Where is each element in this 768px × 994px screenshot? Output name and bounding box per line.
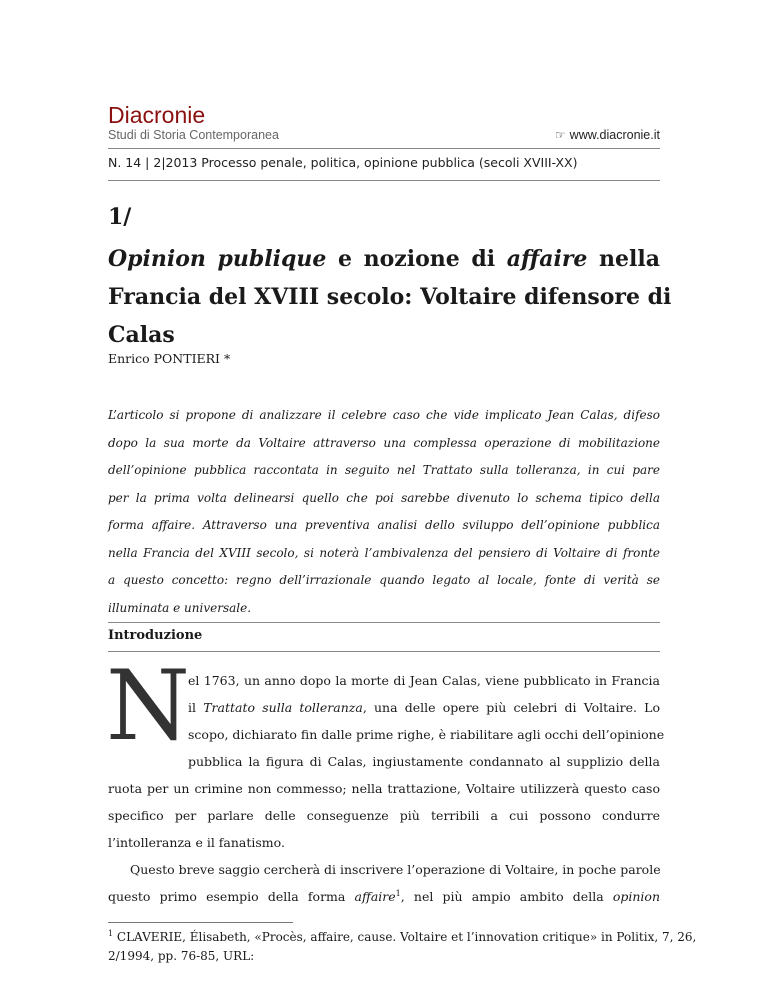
journal-subtitle: Studi di Storia Contemporanea [108,128,279,142]
section-heading: Introduzione [108,628,203,643]
abstract: L’articolo si propone di analizzare il celebre caso che vide implicato Jean Calas, difeso dopo la sua morte da Voltaire attraverso una complessa operazione di mobilitazione dell’opinione pubblica raccontata in seguito nel Trattato sulla tolleranza, in cui pare per la prima volta delinearsi quello che poi sarebbe divenuto lo schema tipico della forma affaire. Attraverso una preventiva analisi dello sviluppo dell’opinione pubblica nella Francia del XVIII secolo, si noterà l’ambivalenza del pensiero di Voltaire di fronte a questo concetto: regno dell’irrazionale quando legato al locale, fonte di verità se illuminata e universale. [108,408,660,615]
section-rule-top [108,622,660,623]
drop-cap: N [106,650,190,762]
footnote-1: $^1$ CLAVERIE, Élisabeth, «Procès, affaire, cause. Voltaire et l’innovation critique» in Politix, 7, 26, 2/1994, pp. 76-85, URL: [108,929,697,963]
title-term-opinion: Opinion publique [108,246,327,272]
article-number: 1/ [108,204,132,230]
footnote-rule [108,922,293,923]
body-paragraph-2: Questo breve saggio cercherà di inscrivere l’operazione di Voltaire, in poche parole questo primo esempio della forma affaire$^1$, nel più ampio ambito della opinion [108,862,661,904]
issue-line: N. 14 | 2|2013 Processo penale, politica, opinione pubblica (secoli XVIII-XX) [108,155,578,170]
author: Enrico PONTIERI * [108,351,231,366]
issue-rule [108,180,660,181]
body-paragraph-1: el 1763, un anno dopo la morte di Jean Calas, viene pubblicato in Francia il Trattato sulla tolleranza, una delle opere più celebri di Voltaire. Lo scopo, dichiarato fin dalle prime righe, è riabilitare agli occhi dell’opinione pubblica la figura di Calas, ingiustamente condannato al supplizio della ruota per un crimine non commesso; nella trattazione, Voltaire utilizzerà questo caso specifico per parlare delle conseguenze più terribili a cui possono condurre l’intolleranza e il fanatismo. [108,673,665,850]
pointing-hand-icon: ☞ [554,128,566,142]
journal-brand: Diacronie [108,102,206,128]
article-title: Opinion publique e nozione di affaire nella Francia del XVIII secolo: Voltaire difensore di Calas [108,246,672,348]
title-term-affaire: affaire [506,246,588,272]
header-rule [108,148,660,149]
section-rule-bottom [108,651,660,652]
footnote-ref[interactable]: 1 [395,888,401,898]
website-link[interactable] [555,128,660,142]
website-url: www.diacronie.it [569,128,660,142]
